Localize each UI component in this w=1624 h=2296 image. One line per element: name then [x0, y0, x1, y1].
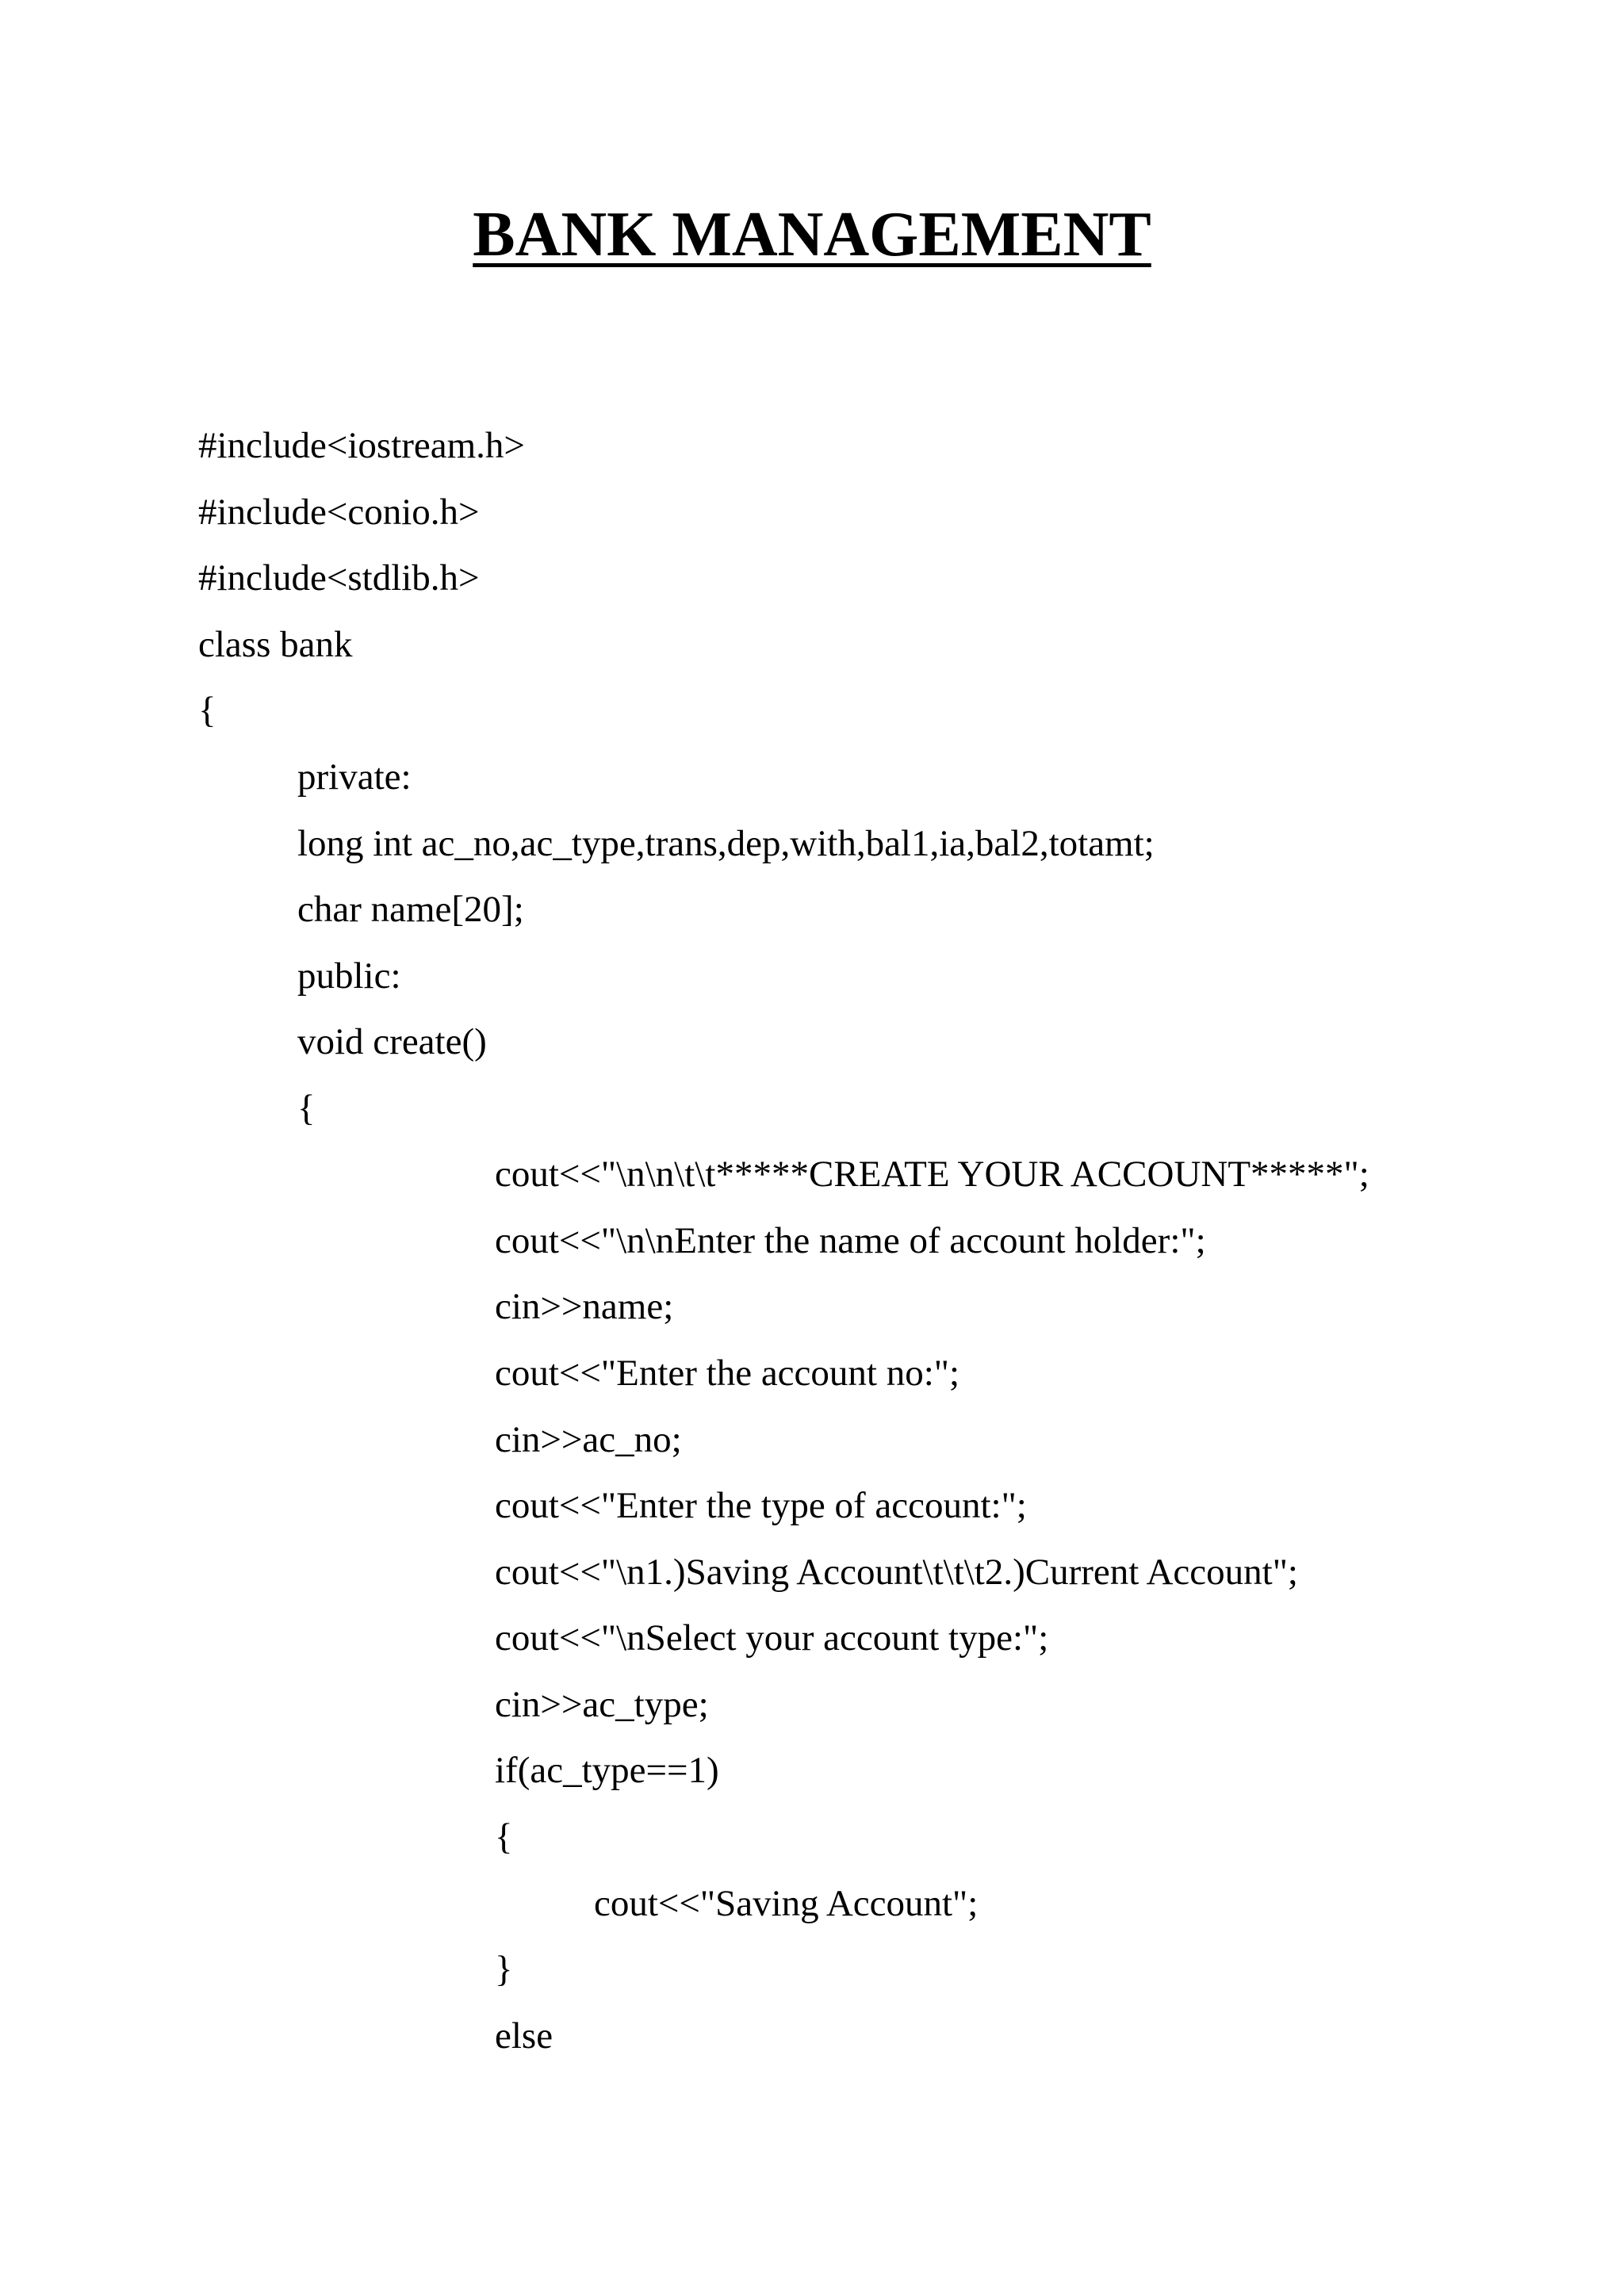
code-line: cout<<"\n\nEnter the name of account holder:";: [495, 1220, 1206, 1261]
code-line: public:: [297, 955, 401, 997]
code-line: }: [495, 1949, 513, 1990]
code-line: cout<<"\n1.)Saving Account\t\t\t2.)Current Account";: [495, 1552, 1298, 1593]
code-line: cout<<"Saving Account";: [594, 1883, 979, 1924]
code-line: long int ac_no,ac_type,trans,dep,with,bal1,ia,bal2,totamt;: [297, 823, 1155, 864]
code-line: cin>>name;: [495, 1286, 674, 1327]
code-line: else: [495, 2015, 553, 2057]
code-line: cin>>ac_type;: [495, 1684, 709, 1725]
code-line: void create(): [297, 1021, 487, 1062]
code-line: private:: [297, 756, 412, 798]
code-line: {: [198, 690, 216, 731]
code-line: cout<<"Enter the account no:";: [495, 1353, 960, 1394]
code-line: #include<iostream.h>: [198, 425, 525, 466]
code-line: #include<conio.h>: [198, 492, 480, 533]
code-line: #include<stdlib.h>: [198, 557, 480, 599]
code-line: cout<<"\n\n\t\t*****CREATE YOUR ACCOUNT*****";: [495, 1154, 1369, 1195]
code-line: char name[20];: [297, 889, 524, 930]
code-line: cout<<"Enter the type of account:";: [495, 1485, 1027, 1526]
code-line: {: [297, 1088, 316, 1129]
code-line: cout<<"\nSelect your account type:";: [495, 1617, 1049, 1659]
code-line: {: [495, 1816, 513, 1858]
code-line: cin>>ac_no;: [495, 1419, 682, 1460]
code-line: class bank: [198, 624, 353, 665]
code-line: if(ac_type==1): [495, 1750, 719, 1791]
document-title-text: BANK MANAGEMENT: [473, 200, 1151, 270]
